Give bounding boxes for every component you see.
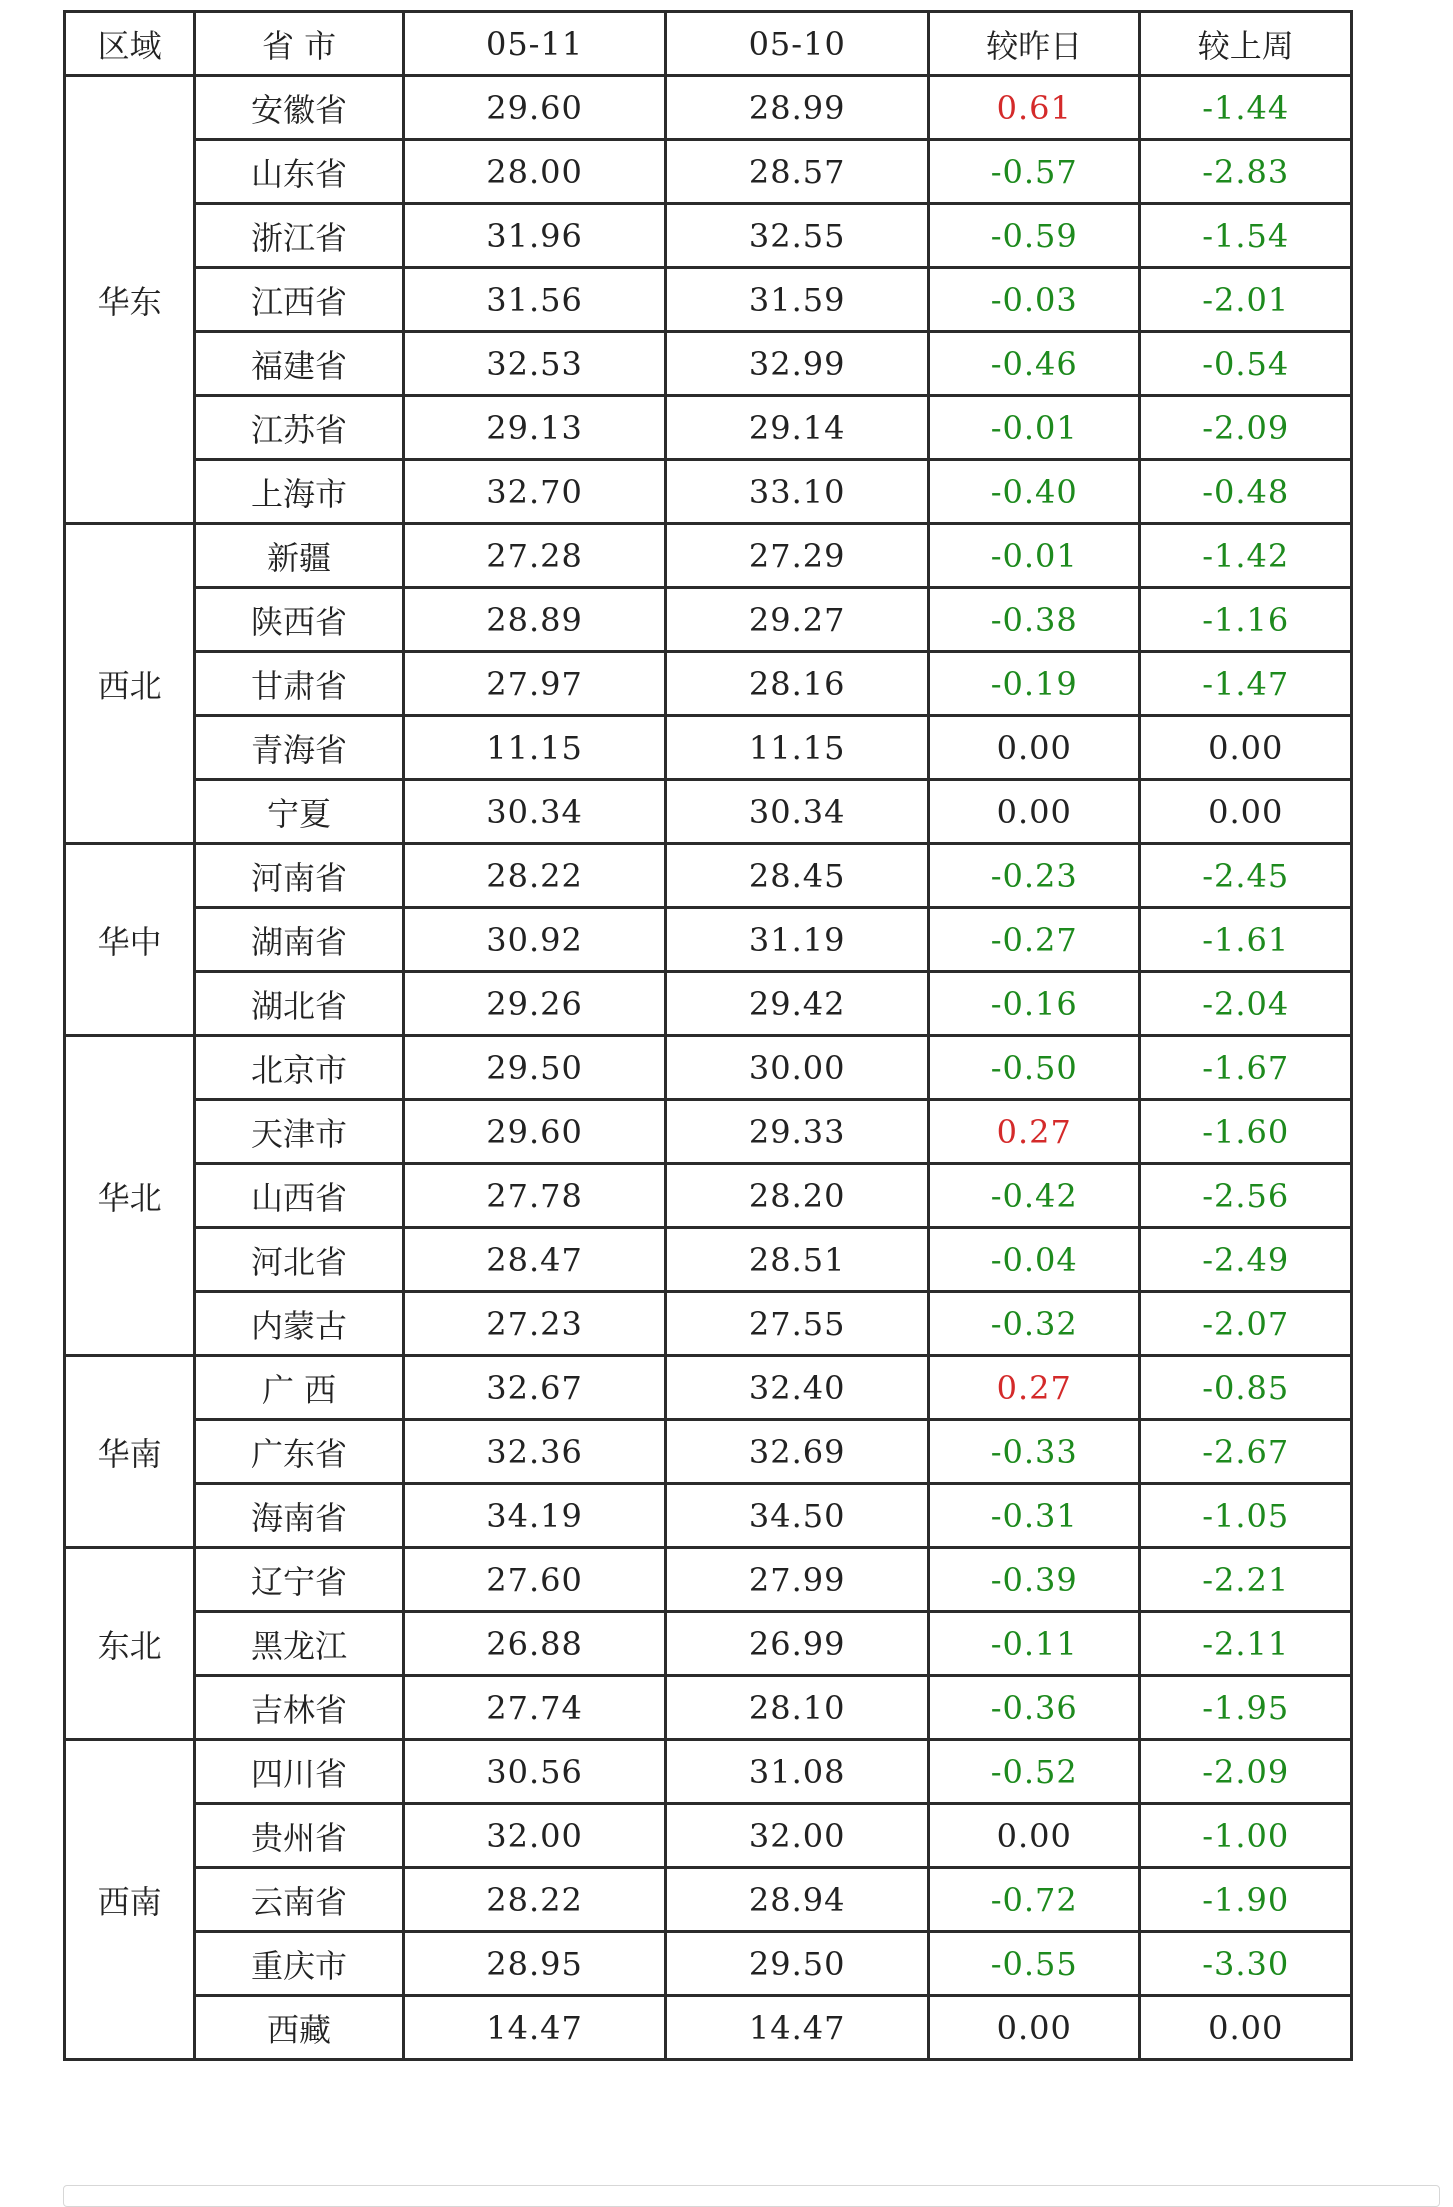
price-previous-cell: 32.40 xyxy=(666,1356,929,1420)
price-current-cell: 14.47 xyxy=(403,1996,666,2060)
table-row xyxy=(65,780,1352,844)
table-row xyxy=(65,268,1352,332)
price-current-cell: 32.36 xyxy=(403,1420,666,1484)
header-region: 区域 xyxy=(65,12,195,76)
change-week-cell: -1.47 xyxy=(1140,652,1352,716)
change-week-cell: -3.30 xyxy=(1140,1932,1352,1996)
province-cell: 吉林省 xyxy=(195,1676,403,1740)
price-previous-cell: 31.08 xyxy=(666,1740,929,1804)
change-week-cell: -1.00 xyxy=(1140,1804,1352,1868)
table-row xyxy=(65,140,1352,204)
table-row xyxy=(65,396,1352,460)
table-row xyxy=(65,1100,1352,1164)
price-current-cell: 29.13 xyxy=(403,396,666,460)
change-day-cell: -0.04 xyxy=(929,1228,1140,1292)
change-day-cell: -0.59 xyxy=(929,204,1140,268)
change-week-cell: -1.67 xyxy=(1140,1036,1352,1100)
price-previous-cell: 31.59 xyxy=(666,268,929,332)
price-current-cell: 32.00 xyxy=(403,1804,666,1868)
price-current-cell: 28.47 xyxy=(403,1228,666,1292)
table-row xyxy=(65,972,1352,1036)
province-cell: 江苏省 xyxy=(195,396,403,460)
province-cell: 安徽省 xyxy=(195,76,403,140)
table-row xyxy=(65,908,1352,972)
price-previous-cell: 29.33 xyxy=(666,1100,929,1164)
province-cell: 福建省 xyxy=(195,332,403,396)
price-current-cell: 26.88 xyxy=(403,1612,666,1676)
change-day-cell: 0.27 xyxy=(929,1100,1140,1164)
province-cell: 新疆 xyxy=(195,524,403,588)
change-week-cell: -2.09 xyxy=(1140,1740,1352,1804)
change-day-cell: -0.42 xyxy=(929,1164,1140,1228)
region-cell: 华中 xyxy=(65,844,195,1036)
table-row xyxy=(65,332,1352,396)
price-current-cell: 30.92 xyxy=(403,908,666,972)
change-day-cell: -0.23 xyxy=(929,844,1140,908)
province-cell: 黑龙江 xyxy=(195,1612,403,1676)
change-day-cell: -0.19 xyxy=(929,652,1140,716)
price-current-cell: 28.95 xyxy=(403,1932,666,1996)
change-week-cell: -1.54 xyxy=(1140,204,1352,268)
change-week-cell: 0.00 xyxy=(1140,716,1352,780)
header-date-current: 05-11 xyxy=(403,12,666,76)
table-row xyxy=(65,844,1352,908)
change-week-cell: -1.42 xyxy=(1140,524,1352,588)
price-current-cell: 28.22 xyxy=(403,844,666,908)
change-day-cell: -0.03 xyxy=(929,268,1140,332)
price-previous-cell: 11.15 xyxy=(666,716,929,780)
price-current-cell: 28.22 xyxy=(403,1868,666,1932)
price-current-cell: 27.60 xyxy=(403,1548,666,1612)
table-row xyxy=(65,1740,1352,1804)
price-current-cell: 27.74 xyxy=(403,1676,666,1740)
price-previous-cell: 29.27 xyxy=(666,588,929,652)
change-week-cell: -2.21 xyxy=(1140,1548,1352,1612)
price-previous-cell: 28.16 xyxy=(666,652,929,716)
price-current-cell: 28.89 xyxy=(403,588,666,652)
header-change-week: 较上周 xyxy=(1140,12,1352,76)
region-cell: 华北 xyxy=(65,1036,195,1356)
price-previous-cell: 32.69 xyxy=(666,1420,929,1484)
province-cell: 重庆市 xyxy=(195,1932,403,1996)
province-cell: 江西省 xyxy=(195,268,403,332)
price-previous-cell: 28.20 xyxy=(666,1164,929,1228)
price-current-cell: 29.60 xyxy=(403,76,666,140)
table-row xyxy=(65,204,1352,268)
region-cell: 华东 xyxy=(65,76,195,524)
price-previous-cell: 33.10 xyxy=(666,460,929,524)
price-previous-cell: 28.94 xyxy=(666,1868,929,1932)
change-day-cell: -0.38 xyxy=(929,588,1140,652)
price-current-cell: 29.60 xyxy=(403,1100,666,1164)
price-table xyxy=(63,10,1353,2061)
province-cell: 上海市 xyxy=(195,460,403,524)
price-current-cell: 30.34 xyxy=(403,780,666,844)
region-cell: 东北 xyxy=(65,1548,195,1740)
table-row xyxy=(65,1996,1352,2060)
change-day-cell: -0.01 xyxy=(929,396,1140,460)
table-row xyxy=(65,716,1352,780)
change-day-cell: -0.39 xyxy=(929,1548,1140,1612)
price-current-cell: 34.19 xyxy=(403,1484,666,1548)
change-day-cell: -0.50 xyxy=(929,1036,1140,1100)
price-current-cell: 31.96 xyxy=(403,204,666,268)
change-week-cell: -2.04 xyxy=(1140,972,1352,1036)
table-row xyxy=(65,524,1352,588)
price-previous-cell: 14.47 xyxy=(666,1996,929,2060)
price-current-cell: 27.23 xyxy=(403,1292,666,1356)
province-cell: 北京市 xyxy=(195,1036,403,1100)
province-cell: 广东省 xyxy=(195,1420,403,1484)
price-previous-cell: 32.00 xyxy=(666,1804,929,1868)
price-previous-cell: 30.00 xyxy=(666,1036,929,1100)
change-week-cell: -1.90 xyxy=(1140,1868,1352,1932)
price-previous-cell: 27.29 xyxy=(666,524,929,588)
province-cell: 宁夏 xyxy=(195,780,403,844)
table-row xyxy=(65,76,1352,140)
price-current-cell: 30.56 xyxy=(403,1740,666,1804)
change-week-cell: 0.00 xyxy=(1140,1996,1352,2060)
province-cell: 广 西 xyxy=(195,1356,403,1420)
province-cell: 浙江省 xyxy=(195,204,403,268)
table-row xyxy=(65,1932,1352,1996)
change-week-cell: -2.49 xyxy=(1140,1228,1352,1292)
change-day-cell: -0.55 xyxy=(929,1932,1140,1996)
table-body xyxy=(65,76,1352,2060)
table-row xyxy=(65,588,1352,652)
price-previous-cell: 32.55 xyxy=(666,204,929,268)
table-row xyxy=(65,1548,1352,1612)
table-row xyxy=(65,1868,1352,1932)
change-day-cell: -0.46 xyxy=(929,332,1140,396)
change-week-cell: -2.56 xyxy=(1140,1164,1352,1228)
province-cell: 陕西省 xyxy=(195,588,403,652)
price-previous-cell: 28.51 xyxy=(666,1228,929,1292)
province-cell: 湖南省 xyxy=(195,908,403,972)
table-row xyxy=(65,1036,1352,1100)
table-row xyxy=(65,1420,1352,1484)
province-cell: 云南省 xyxy=(195,1868,403,1932)
province-cell: 西藏 xyxy=(195,1996,403,2060)
change-week-cell: -1.61 xyxy=(1140,908,1352,972)
price-previous-cell: 29.50 xyxy=(666,1932,929,1996)
province-cell: 山西省 xyxy=(195,1164,403,1228)
price-current-cell: 29.50 xyxy=(403,1036,666,1100)
province-cell: 河南省 xyxy=(195,844,403,908)
change-day-cell: -0.01 xyxy=(929,524,1140,588)
price-previous-cell: 28.99 xyxy=(666,76,929,140)
change-day-cell: -0.36 xyxy=(929,1676,1140,1740)
change-week-cell: -2.45 xyxy=(1140,844,1352,908)
province-cell: 天津市 xyxy=(195,1100,403,1164)
change-day-cell: -0.52 xyxy=(929,1740,1140,1804)
change-week-cell: -2.01 xyxy=(1140,268,1352,332)
price-current-cell: 32.67 xyxy=(403,1356,666,1420)
price-previous-cell: 27.55 xyxy=(666,1292,929,1356)
change-day-cell: -0.32 xyxy=(929,1292,1140,1356)
change-day-cell: -0.16 xyxy=(929,972,1140,1036)
change-day-cell: -0.11 xyxy=(929,1612,1140,1676)
table-row xyxy=(65,1292,1352,1356)
province-cell: 山东省 xyxy=(195,140,403,204)
region-cell: 西南 xyxy=(65,1740,195,2060)
table-header xyxy=(65,12,1352,76)
table-row xyxy=(65,1612,1352,1676)
price-previous-cell: 29.42 xyxy=(666,972,929,1036)
change-week-cell: -2.83 xyxy=(1140,140,1352,204)
price-current-cell: 32.70 xyxy=(403,460,666,524)
province-cell: 贵州省 xyxy=(195,1804,403,1868)
province-cell: 河北省 xyxy=(195,1228,403,1292)
change-week-cell: 0.00 xyxy=(1140,780,1352,844)
change-week-cell: -2.11 xyxy=(1140,1612,1352,1676)
change-week-cell: -1.16 xyxy=(1140,588,1352,652)
price-current-cell: 11.15 xyxy=(403,716,666,780)
price-current-cell: 27.28 xyxy=(403,524,666,588)
change-day-cell: -0.33 xyxy=(929,1420,1140,1484)
table-row xyxy=(65,652,1352,716)
change-day-cell: -0.57 xyxy=(929,140,1140,204)
price-previous-cell: 32.99 xyxy=(666,332,929,396)
change-day-cell: 0.00 xyxy=(929,780,1140,844)
table-row xyxy=(65,1804,1352,1868)
table-row xyxy=(65,460,1352,524)
price-previous-cell: 28.57 xyxy=(666,140,929,204)
price-previous-cell: 29.14 xyxy=(666,396,929,460)
change-day-cell: -0.40 xyxy=(929,460,1140,524)
price-current-cell: 31.56 xyxy=(403,268,666,332)
price-previous-cell: 27.99 xyxy=(666,1548,929,1612)
price-current-cell: 28.00 xyxy=(403,140,666,204)
header-province: 省 市 xyxy=(195,12,403,76)
change-week-cell: -0.48 xyxy=(1140,460,1352,524)
province-cell: 海南省 xyxy=(195,1484,403,1548)
province-cell: 甘肃省 xyxy=(195,652,403,716)
change-day-cell: -0.31 xyxy=(929,1484,1140,1548)
price-previous-cell: 28.10 xyxy=(666,1676,929,1740)
province-cell: 内蒙古 xyxy=(195,1292,403,1356)
price-previous-cell: 30.34 xyxy=(666,780,929,844)
change-week-cell: -1.60 xyxy=(1140,1100,1352,1164)
change-week-cell: -2.07 xyxy=(1140,1292,1352,1356)
price-table-container xyxy=(63,10,1353,2061)
header-date-previous: 05-10 xyxy=(666,12,929,76)
region-cell: 华南 xyxy=(65,1356,195,1548)
table-row xyxy=(65,1676,1352,1740)
header-row xyxy=(65,12,1352,76)
header-change-day: 较昨日 xyxy=(929,12,1140,76)
table-row xyxy=(65,1484,1352,1548)
change-week-cell: -2.09 xyxy=(1140,396,1352,460)
change-week-cell: -1.44 xyxy=(1140,76,1352,140)
price-previous-cell: 34.50 xyxy=(666,1484,929,1548)
region-cell: 西北 xyxy=(65,524,195,844)
change-day-cell: -0.72 xyxy=(929,1868,1140,1932)
bottom-card-edge xyxy=(63,2185,1440,2207)
province-cell: 青海省 xyxy=(195,716,403,780)
change-week-cell: -2.67 xyxy=(1140,1420,1352,1484)
change-week-cell: -1.05 xyxy=(1140,1484,1352,1548)
change-day-cell: 0.00 xyxy=(929,1804,1140,1868)
province-cell: 辽宁省 xyxy=(195,1548,403,1612)
province-cell: 四川省 xyxy=(195,1740,403,1804)
change-week-cell: -0.54 xyxy=(1140,332,1352,396)
table-row xyxy=(65,1164,1352,1228)
price-current-cell: 29.26 xyxy=(403,972,666,1036)
change-day-cell: 0.61 xyxy=(929,76,1140,140)
price-current-cell: 27.97 xyxy=(403,652,666,716)
price-current-cell: 27.78 xyxy=(403,1164,666,1228)
table-row xyxy=(65,1228,1352,1292)
price-previous-cell: 26.99 xyxy=(666,1612,929,1676)
province-cell: 湖北省 xyxy=(195,972,403,1036)
table-row xyxy=(65,1356,1352,1420)
price-current-cell: 32.53 xyxy=(403,332,666,396)
price-previous-cell: 28.45 xyxy=(666,844,929,908)
change-day-cell: -0.27 xyxy=(929,908,1140,972)
price-previous-cell: 31.19 xyxy=(666,908,929,972)
change-week-cell: -1.95 xyxy=(1140,1676,1352,1740)
change-week-cell: -0.85 xyxy=(1140,1356,1352,1420)
change-day-cell: 0.27 xyxy=(929,1356,1140,1420)
change-day-cell: 0.00 xyxy=(929,1996,1140,2060)
change-day-cell: 0.00 xyxy=(929,716,1140,780)
